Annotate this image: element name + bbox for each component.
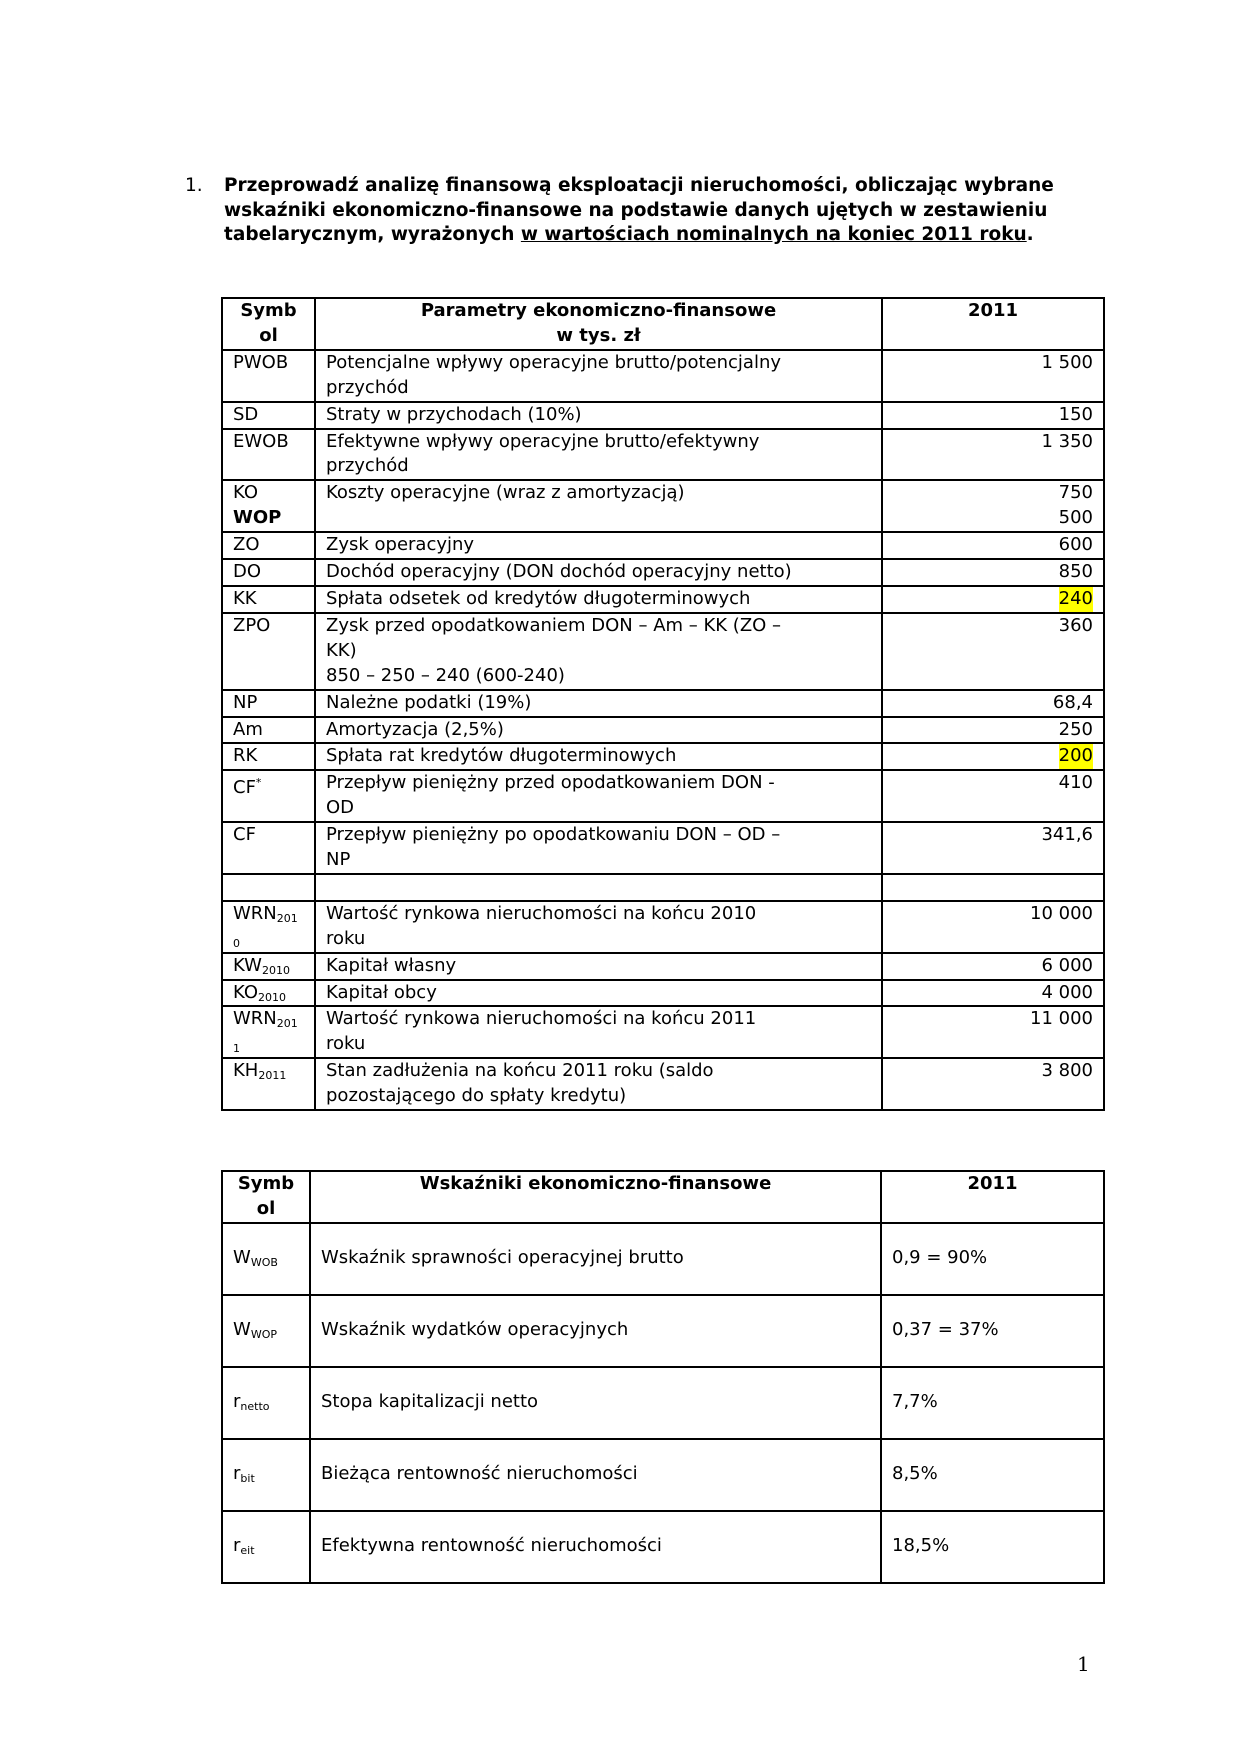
description-line: Efektywne wpływy operacyjne brutto/efektywny (326, 430, 760, 452)
description: Efektywna rentowność nieruchomości (321, 1535, 662, 1557)
symbol-cell (222, 429, 315, 481)
description-cell (315, 822, 882, 874)
table-header-row (222, 298, 1104, 350)
value: 240 (1059, 587, 1093, 612)
header-desc-line: Parametry ekonomiczno-finansowe (420, 300, 777, 321)
description-cell (315, 690, 882, 717)
symbol-subscript: 2011 (233, 1017, 298, 1056)
value-cell (882, 953, 1104, 980)
description-line: Wartość rynkowa nieruchomości na końcu 2010 (326, 902, 757, 924)
table-row (222, 770, 1104, 822)
description: Bieżąca rentowność nieruchomości (321, 1463, 638, 1485)
description-cell (315, 743, 882, 770)
symbol-cell (222, 743, 315, 770)
symbol-subscript: bit (240, 1472, 255, 1486)
description-line: przychód (326, 455, 409, 477)
description: Stopa kapitalizacji netto (321, 1391, 539, 1413)
symbol-subscript: 2010 (233, 911, 298, 950)
description-cell (310, 1367, 881, 1439)
table-row (222, 690, 1104, 717)
description-cell (315, 350, 882, 402)
value-cell (882, 822, 1104, 874)
symbol: KO (233, 482, 258, 504)
symbol: KO (233, 981, 258, 1003)
indicators-table (221, 1170, 1105, 1584)
header-year: 2011 (882, 298, 1104, 350)
symbol: RK (233, 745, 258, 767)
symbol-cell (222, 480, 315, 532)
table-row (222, 1223, 1104, 1295)
symbol: CF (233, 824, 256, 846)
header-symbol-line: ol (256, 1197, 276, 1219)
description-cell (315, 770, 882, 822)
symbol-cell (222, 901, 315, 953)
table-row (222, 586, 1104, 613)
description-cell (315, 901, 882, 953)
description-cell (310, 1295, 881, 1367)
symbol-cell (222, 874, 315, 901)
description-cell (310, 1511, 881, 1583)
symbol-cell (222, 1439, 310, 1511)
value: 750 (1058, 482, 1093, 504)
task-underlined-text: w wartościach nominalnych na koniec 2011 roku (520, 224, 1027, 245)
value-cell (881, 1511, 1104, 1583)
symbol: WRN (233, 1008, 277, 1030)
table-row (222, 350, 1104, 402)
task-text: Przeprowadź analizę finansową eksploatacji nieruchomości, obliczając wybrane wskaźniki ekonomiczno-finansowe na podstawie danych ujętych w zestawieniu tabelarycznym, wyrażonych (224, 175, 1054, 245)
symbol-cell (222, 1295, 310, 1367)
value-cell (882, 980, 1104, 1007)
symbol: NP (233, 691, 258, 713)
description-cell (315, 1058, 882, 1110)
header-symbol-line: Symb (240, 300, 297, 321)
description-cell (315, 874, 882, 901)
symbol: r (233, 1391, 241, 1413)
symbol: PWOB (233, 351, 289, 373)
value: 360 (1058, 614, 1093, 636)
value-cell (882, 532, 1104, 559)
symbol: WOP (233, 507, 282, 529)
value-cell (882, 717, 1104, 744)
symbol-cell (222, 402, 315, 429)
symbol: EWOB (233, 430, 289, 452)
value-cell (881, 1367, 1104, 1439)
symbol: ZO (233, 534, 260, 556)
table-row (222, 1058, 1104, 1110)
value-cell (882, 1006, 1104, 1058)
value: 18,5% (892, 1535, 950, 1557)
symbol-cell (222, 690, 315, 717)
symbol: KW (233, 954, 262, 976)
description-line: Kapitał obcy (326, 981, 437, 1003)
description-cell (315, 480, 882, 532)
description-cell (315, 717, 882, 744)
value-cell (882, 1058, 1104, 1110)
value-cell (882, 743, 1104, 770)
symbol-cell (222, 980, 315, 1007)
description-line: Zysk przed opodatkowaniem DON – Am – KK (ZO – (326, 614, 782, 636)
value-cell (882, 559, 1104, 586)
table-row (222, 717, 1104, 744)
header-symbol (222, 1171, 310, 1223)
symbol-cell (222, 1058, 315, 1110)
header-indicators: Wskaźniki ekonomiczno-finansowe (310, 1171, 881, 1223)
table-row (222, 1006, 1104, 1058)
description-line: roku (326, 1033, 366, 1055)
value-cell (882, 586, 1104, 613)
value: 3 800 (1041, 1060, 1093, 1082)
page-number: 1 (1077, 1652, 1090, 1676)
symbol: KH (233, 1060, 259, 1082)
value: 150 (1058, 403, 1093, 425)
symbol-cell (222, 350, 315, 402)
table-row (222, 901, 1104, 953)
value: 1 500 (1041, 351, 1093, 373)
description-cell (315, 953, 882, 980)
header-desc-line: w tys. zł (556, 324, 641, 346)
symbol-cell (222, 822, 315, 874)
description-cell (315, 980, 882, 1007)
description-cell (315, 559, 882, 586)
description-line: Dochód operacyjny (DON dochód operacyjny netto) (326, 561, 792, 583)
description-cell (315, 586, 882, 613)
description-line: Wartość rynkowa nieruchomości na końcu 2011 (326, 1008, 757, 1030)
symbol-subscript: 2010 (261, 963, 290, 977)
table-row (222, 480, 1104, 532)
description-line: OD (326, 797, 355, 819)
table-row (222, 559, 1104, 586)
description-cell (310, 1439, 881, 1511)
value: 250 (1058, 718, 1093, 740)
table-row (222, 822, 1104, 874)
table-row (222, 1511, 1104, 1583)
symbol-subscript: WOP (250, 1328, 277, 1342)
description-cell (315, 429, 882, 481)
symbol-cell (222, 717, 315, 744)
value-cell (882, 402, 1104, 429)
description-line: Kapitał własny (326, 954, 457, 976)
header-parameters (315, 298, 882, 350)
symbol: W (233, 1247, 251, 1269)
description-line: roku (326, 927, 366, 949)
symbol-cell (222, 1367, 310, 1439)
value-cell (882, 901, 1104, 953)
header-symbol-line: ol (259, 324, 278, 346)
value-cell (882, 429, 1104, 481)
symbol-subscript: eit (240, 1544, 255, 1558)
description-line: przychód (326, 376, 409, 398)
task-number: 1. (185, 175, 203, 196)
description-cell (310, 1223, 881, 1295)
description-line: Stan zadłużenia na końcu 2011 roku (saldo (326, 1060, 714, 1082)
parameters-table (221, 297, 1105, 1111)
description-line: Przepływ pieniężny przed opodatkowaniem DON - (326, 772, 775, 794)
description-line: NP (326, 849, 351, 871)
symbol: SD (233, 403, 259, 425)
value-cell (882, 613, 1104, 690)
symbol: ZPO (233, 614, 271, 636)
symbol: W (233, 1319, 251, 1341)
value: 68,4 (1052, 691, 1093, 713)
symbol-cell (222, 1006, 315, 1058)
symbol-cell (222, 532, 315, 559)
description-line: Spłata rat kredytów długoterminowych (326, 745, 677, 767)
symbol-cell (222, 613, 315, 690)
table-row (222, 532, 1104, 559)
symbol: WRN (233, 902, 277, 924)
value: 500 (1058, 507, 1093, 529)
description-line: Amortyzacja (2,5%) (326, 718, 504, 740)
value: 341,6 (1041, 824, 1093, 846)
value: 200 (1059, 744, 1093, 769)
table-row (222, 874, 1104, 901)
description-line: Koszty operacyjne (wraz z amortyzacją) (326, 482, 685, 504)
table-row (222, 402, 1104, 429)
symbol-superscript: * (255, 776, 262, 790)
value-cell (882, 350, 1104, 402)
value-cell (881, 1295, 1104, 1367)
symbol: CF (233, 777, 256, 799)
description-line: Przepływ pieniężny po opodatkowaniu DON – OD – (326, 824, 781, 846)
symbol-cell (222, 1511, 310, 1583)
value: 6 000 (1041, 954, 1093, 976)
value-cell (882, 770, 1104, 822)
symbol: DO (233, 561, 262, 583)
symbol: KK (233, 587, 257, 609)
value: 0,9 = 90% (892, 1247, 988, 1269)
description-line: Potencjalne wpływy operacyjne brutto/potencjalny (326, 351, 782, 373)
value: 850 (1058, 561, 1093, 583)
task-heading (185, 174, 1105, 248)
table-row (222, 613, 1104, 690)
description: Wskaźnik sprawności operacyjnej brutto (321, 1247, 684, 1269)
description-line: Należne podatki (19%) (326, 691, 532, 713)
table-row (222, 1295, 1104, 1367)
symbol-subscript: 2011 (258, 1069, 287, 1083)
header-symbol-line: Symb (237, 1173, 295, 1194)
symbol-subscript: WOB (250, 1256, 278, 1270)
description-cell (315, 613, 882, 690)
value-cell (881, 1223, 1104, 1295)
table-row (222, 980, 1104, 1007)
symbol-cell (222, 953, 315, 980)
description-line: Spłata odsetek od kredytów długoterminowych (326, 587, 751, 609)
header-symbol (222, 298, 315, 350)
description-line: Zysk operacyjny (326, 534, 475, 556)
description-cell (315, 402, 882, 429)
symbol: Am (233, 718, 263, 740)
description-cell (315, 1006, 882, 1058)
symbol-subscript: 2010 (258, 990, 286, 1004)
header-year: 2011 (881, 1171, 1104, 1223)
value-cell (882, 480, 1104, 532)
value: 8,5% (892, 1463, 938, 1485)
value: 7,7% (892, 1391, 938, 1413)
symbol: r (233, 1535, 241, 1557)
task-end: . (1026, 224, 1034, 245)
symbol-cell (222, 1223, 310, 1295)
value: 1 350 (1041, 430, 1093, 452)
symbol: r (233, 1463, 241, 1485)
symbol-subscript: netto (240, 1400, 270, 1414)
description-line: KK) (326, 639, 357, 661)
table-row (222, 953, 1104, 980)
description-line: pozostającego do spłaty kredytu) (326, 1085, 627, 1107)
value: 410 (1058, 772, 1093, 794)
table-row (222, 429, 1104, 481)
value-cell (881, 1439, 1104, 1511)
table-header-row (222, 1171, 1104, 1223)
symbol-cell (222, 586, 315, 613)
value: 0,37 = 37% (892, 1319, 999, 1341)
value: 4 000 (1041, 981, 1093, 1003)
value: 11 000 (1030, 1008, 1093, 1030)
description-line: Straty w przychodach (10%) (326, 403, 582, 425)
value: 10 000 (1030, 902, 1093, 924)
table-row (222, 1367, 1104, 1439)
value-cell (882, 874, 1104, 901)
value: 600 (1058, 534, 1093, 556)
table-row (222, 743, 1104, 770)
description-cell (315, 532, 882, 559)
symbol-cell (222, 770, 315, 822)
table-row (222, 1439, 1104, 1511)
symbol-cell (222, 559, 315, 586)
description-line: 850 – 250 – 240 (600-240) (326, 664, 565, 686)
value-cell (882, 690, 1104, 717)
description: Wskaźnik wydatków operacyjnych (321, 1319, 629, 1341)
